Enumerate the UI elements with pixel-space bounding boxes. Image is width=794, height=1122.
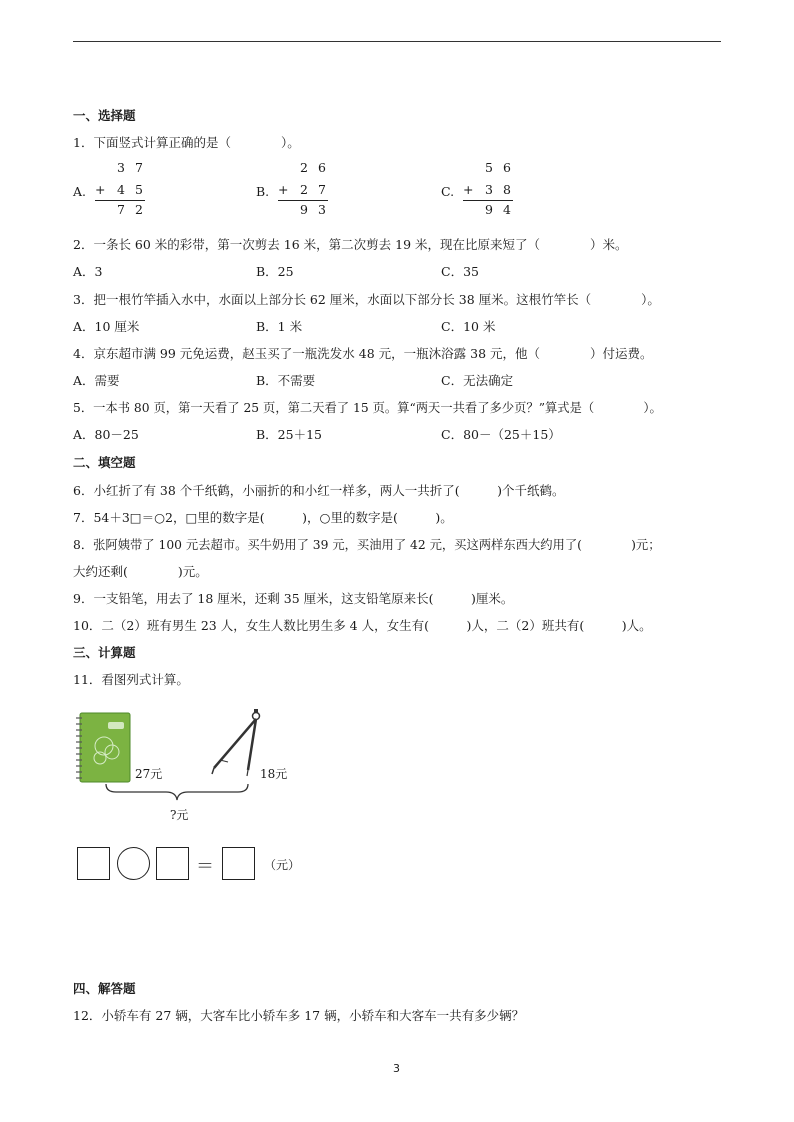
question-3: 3．把一根竹竿插入水中，水面以上部分长 62 厘米，水面以下部分长 38 厘米。这根竹竿长（ ）。 <box>73 292 660 307</box>
answer-box-1[interactable] <box>77 847 110 880</box>
q5-option-a[interactable]: A．80－25 <box>73 427 139 442</box>
compass-price: 18元 <box>260 767 288 781</box>
question-7: 7．54＋3□＝○2，□里的数字是( )，○里的数字是( )。 <box>73 510 453 525</box>
vertical-line <box>463 200 513 201</box>
unit-label: （元） <box>264 858 301 872</box>
answer-box-2[interactable] <box>156 847 189 880</box>
page-number: 3 <box>393 1062 400 1075</box>
question-10: 10．二（2）班有男生 23 人，女生人数比男生多 4 人，女生有( )人，二（2）班共有( )人。 <box>73 618 652 633</box>
question-5: 5．一本书 80 页，第一天看了 25 页，第二天看了 15 页。算“两天一共看了多少页？”算式是（ ）。 <box>73 401 662 415</box>
section-title-choice: 一、选择题 <box>73 108 136 123</box>
q4-option-c[interactable]: C．无法确定 <box>441 373 514 388</box>
q4-option-a[interactable]: A．需要 <box>73 373 120 388</box>
vertical-line <box>95 200 145 201</box>
question-12: 12．小轿车有 27 辆，大客车比小轿车多 17 辆，小轿车和大客车一共有多少辆？ <box>73 1008 525 1023</box>
q3-option-c[interactable]: C．10 米 <box>441 319 496 334</box>
q2-option-c[interactable]: C．35 <box>441 264 479 279</box>
operator-circle[interactable] <box>117 847 150 880</box>
question-2: 2．一条长 60 米的彩带，第一次剪去 16 米，第二次剪去 19 米，现在比原来短了（ ）米。 <box>73 237 628 252</box>
q3-option-b[interactable]: B．1 米 <box>256 319 303 334</box>
q3-option-a[interactable]: A．10 厘米 <box>73 319 140 334</box>
question-9: 9．一支铅笔，用去了 18 厘米，还剩 35 厘米，这支铅笔原来长( )厘米。 <box>73 591 514 606</box>
q2-option-b[interactable]: B．25 <box>256 264 294 279</box>
header-rule <box>73 41 721 42</box>
q2-option-a[interactable]: A．3 <box>73 264 103 279</box>
question-6: 6．小红折了有 38 个千纸鹤，小丽折的和小红一样多，两人一共折了( )个千纸鹤。 <box>73 483 565 498</box>
section-title-answer: 四、解答题 <box>73 981 136 996</box>
notebook-price: 27元 <box>135 767 163 781</box>
total-price: ?元 <box>170 808 189 822</box>
question-1: 1．下面竖式计算正确的是（ ）。 <box>73 135 300 150</box>
total-brace <box>104 782 250 804</box>
section-title-calc: 三、计算题 <box>73 645 136 660</box>
q5-option-b[interactable]: B．25＋15 <box>256 427 322 442</box>
q5-option-c[interactable]: C．80－（25＋15） <box>441 427 561 442</box>
vertical-line <box>278 200 328 201</box>
answer-box-result[interactable] <box>222 847 255 880</box>
equals-sign: ＝ <box>196 856 214 877</box>
question-4: 4．京东超市满 99 元免运费，赵玉买了一瓶洗发水 48 元，一瓶沐浴露 38 元，他（ ）付运费。 <box>73 346 653 361</box>
option-label: A. <box>73 184 87 199</box>
q4-option-b[interactable]: B．不需要 <box>256 373 316 388</box>
option-label: C. <box>441 184 455 199</box>
question-11: 11．看图列式计算。 <box>73 672 189 687</box>
section-title-fill: 二、填空题 <box>73 455 136 470</box>
compass-icon <box>210 708 266 778</box>
question-8-line2: 大约还剩( )元。 <box>73 564 208 579</box>
notebook-icon <box>74 712 132 784</box>
question-8-line1: 8．张阿姨带了 100 元去超市。买牛奶用了 39 元，买油用了 42 元，买这两样东西大约用了( )元； <box>73 538 661 552</box>
option-label: B. <box>256 184 270 199</box>
